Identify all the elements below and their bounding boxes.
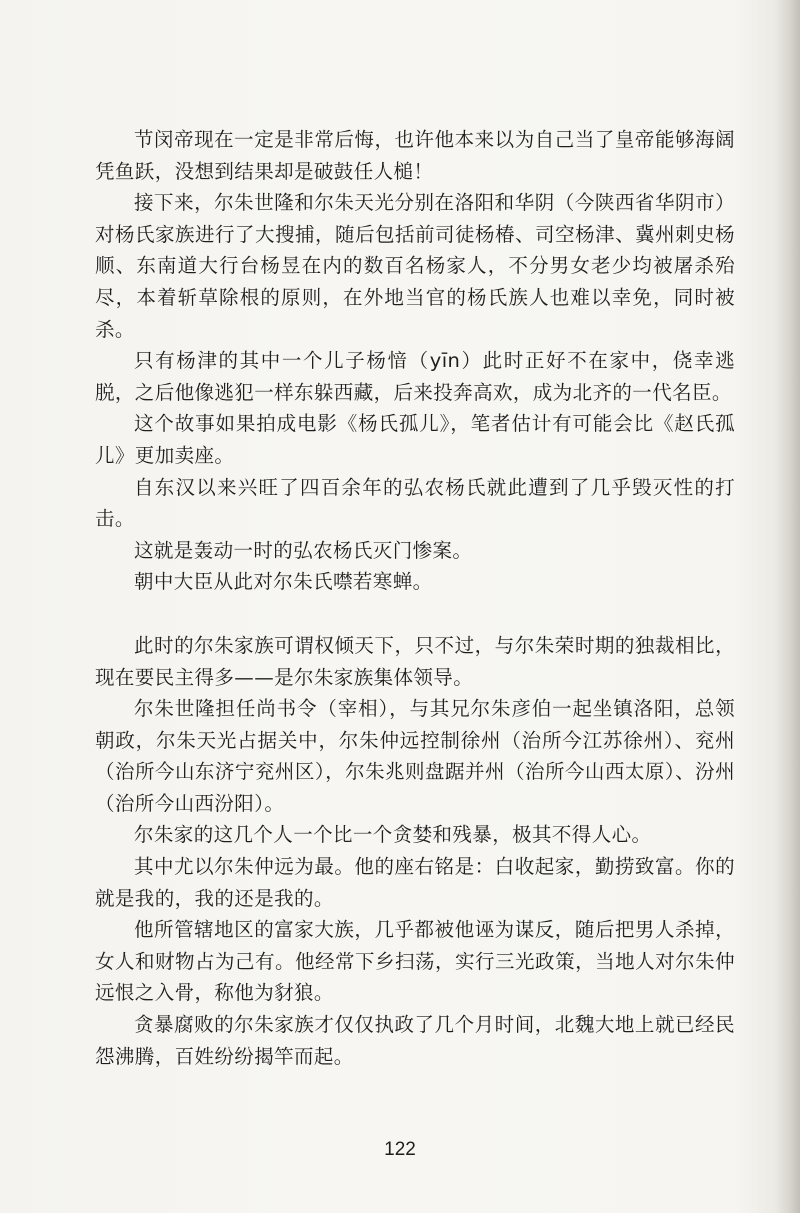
paragraph: 只有杨津的其中一个儿子杨愔（yīn）此时正好不在家中，侥幸逃脱，之后他像逃犯一样东躲西藏，后来投奔高欢，成为北齐的一代名臣。	[95, 349, 735, 404]
paragraph: 此时的尔朱家族可谓权倾天下，只不过，与尔朱荣时期的独裁相比，现在要民主得多——是尔朱家族集体领导。	[95, 633, 735, 689]
paragraph: 接下来，尔朱世隆和尔朱天光分别在洛阳和华阴（今陕西省华阴市）对杨氏家族进行了大搜捕，随后包括前司徒杨椿、司空杨津、冀州刺史杨顺、东南道大行台杨昱在内的数百名杨家人，不分男女老少均被屠杀殆尽，本着斩草除根的原则，在外地当官的杨氏族人也难以幸免，同时被杀。	[95, 191, 735, 341]
paragraph: 这个故事如果拍成电影《杨氏孤儿》，笔者估计有可能会比《赵氏孤儿》更加卖座。	[95, 412, 735, 467]
paragraph: 朝中大臣从此对尔朱氏噤若寒蝉。	[134, 570, 433, 594]
paragraph: 其中尤以尔朱仲远为最。他的座右铭是：白收起家，勤捞致富。你的就是我的，我的还是我的。	[95, 855, 735, 910]
paragraph: 他所管辖地区的富家大族，几乎都被他诬为谋反，随后把男人杀掉，女人和财物占为己有。他经常下乡扫荡，实行三光政策，当地人对尔朱仲远恨之入骨，称他为豺狼。	[95, 918, 735, 1005]
page-number: 122	[384, 1139, 416, 1160]
section-break	[95, 598, 735, 630]
paragraph: 节闵帝现在一定是非常后悔，也许他本来以为自己当了皇帝能够海阔凭鱼跃，没想到结果却是破鼓任人槌！	[95, 128, 735, 183]
paragraph: 这就是轰动一时的弘农杨氏灭门惨案。	[134, 538, 473, 562]
page-edge-shadow	[774, 0, 800, 1213]
paragraph: 贪暴腐败的尔朱家族才仅仅执政了几个月时间，北魏大地上就已经民怨沸腾，百姓纷纷揭竿而起。	[95, 1013, 735, 1068]
paragraph: 尔朱世隆担任尚书令（宰相），与其兄尔朱彦伯一起坐镇洛阳，总领朝政，尔朱天光占据关中，尔朱仲远控制徐州（治所今江苏徐州）、兖州（治所今山东济宁兖州区），尔朱兆则盘踞并州（治所今山西太原）、汾州（治所今山西汾阳）。	[95, 697, 735, 815]
paragraph: 自东汉以来兴旺了四百余年的弘农杨氏就此遭到了几乎毁灭性的打击。	[95, 475, 735, 531]
body-text	[95, 124, 735, 1072]
paragraph: 尔朱家的这几个人一个比一个贪婪和残暴，极其不得人心。	[134, 823, 652, 847]
